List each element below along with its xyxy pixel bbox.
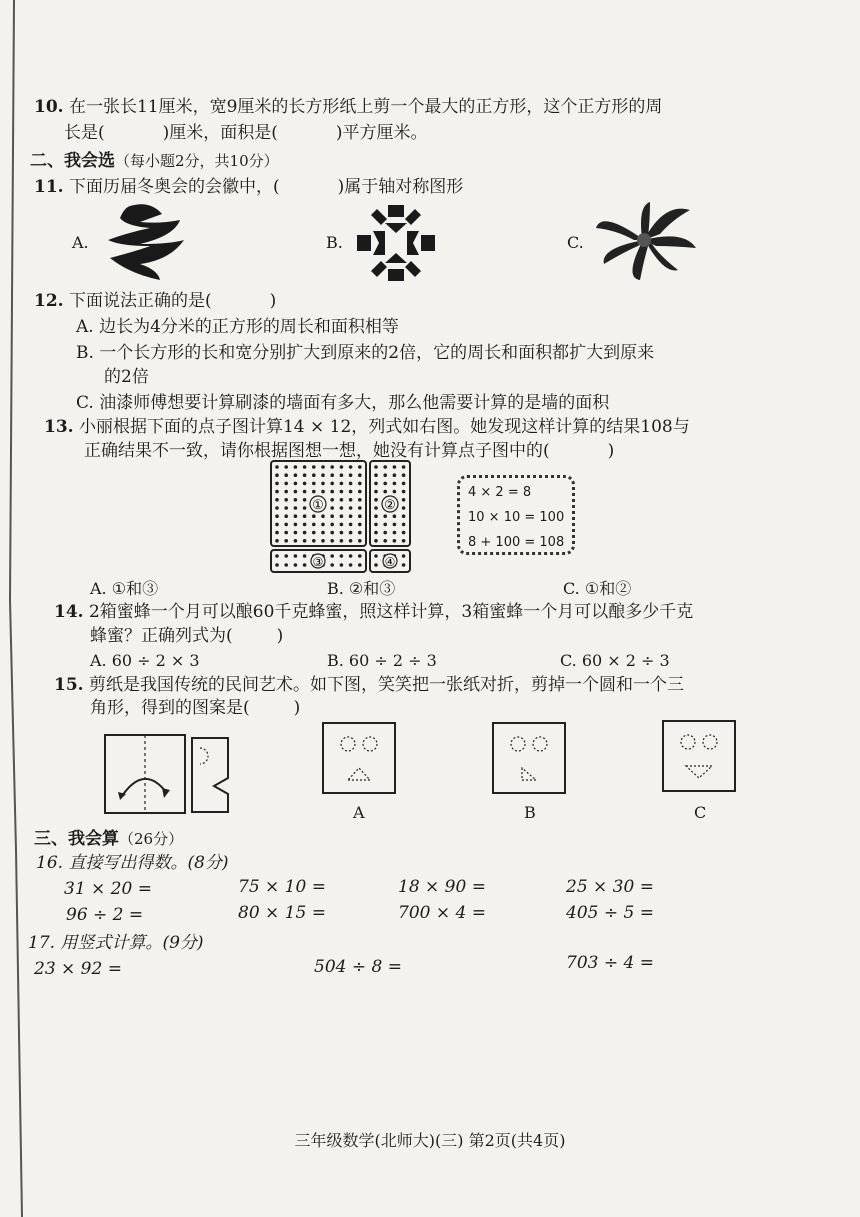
dot — [303, 523, 307, 527]
dot — [294, 465, 298, 469]
dot — [321, 523, 325, 527]
dot — [312, 465, 316, 469]
dot — [303, 531, 307, 535]
dot — [284, 465, 288, 469]
page-footer: 三年级数学(北师大)(三) 第2页(共4页) — [294, 1131, 566, 1150]
dot — [330, 465, 334, 469]
dot — [275, 514, 279, 518]
dot — [349, 482, 353, 486]
q12-option-a: A. 边长为4分米的正方形的周长和面积相等 — [76, 317, 399, 337]
dot — [393, 539, 397, 543]
dot — [383, 539, 387, 543]
dot — [330, 498, 334, 502]
equation-line: 10 × 10 = 100 — [468, 510, 565, 525]
dot — [321, 465, 325, 469]
region-1-label: ① — [312, 498, 324, 513]
dot — [374, 490, 378, 494]
dot — [340, 490, 344, 494]
dot — [330, 531, 334, 535]
dot — [358, 490, 362, 494]
section3-heading: 三、我会算（26分） — [34, 829, 184, 849]
dot — [294, 531, 298, 535]
dot — [321, 539, 325, 543]
paper-fold-figure — [104, 734, 236, 816]
dot — [275, 539, 279, 543]
dot — [402, 473, 406, 477]
dot — [402, 523, 406, 527]
q16-item: 96 ÷ 2 = — [66, 905, 144, 925]
q13-line1: 13. 小丽根据下面的点子图计算14 × 12，列式如右图。她发现这样计算的结果108与 — [44, 417, 690, 437]
dot — [349, 473, 353, 477]
dot — [358, 473, 362, 477]
dot — [374, 506, 378, 510]
dot — [321, 473, 325, 477]
dot — [303, 539, 307, 543]
q16-item: 700 × 4 = — [398, 903, 486, 923]
dot — [358, 523, 362, 527]
dot — [330, 514, 334, 518]
dot — [294, 498, 298, 502]
q16-title: 16. 直接写出得数。(8分) — [36, 853, 229, 873]
dot — [358, 506, 362, 510]
dot — [284, 563, 288, 567]
dot — [383, 482, 387, 486]
dot — [330, 473, 334, 477]
dot — [340, 531, 344, 535]
q16-item: 31 × 20 = — [64, 879, 152, 899]
dot — [294, 554, 298, 558]
q11-text: 11. 下面历届冬奥会的会徽中，( )属于轴对称图形 — [34, 177, 464, 197]
section2-heading: 二、我会选（每小题2分，共10分） — [30, 151, 279, 171]
dot — [374, 531, 378, 535]
dot — [393, 465, 397, 469]
emblem-a-image — [100, 200, 192, 284]
dot — [358, 514, 362, 518]
dot — [275, 523, 279, 527]
dot — [284, 498, 288, 502]
dot — [402, 498, 406, 502]
dot — [321, 482, 325, 486]
dot — [358, 554, 362, 558]
dot — [374, 465, 378, 469]
q17-item: 504 ÷ 8 = — [314, 957, 402, 977]
dot — [340, 563, 344, 567]
dot — [358, 563, 362, 567]
q16-item: 25 × 30 = — [566, 877, 654, 897]
dot — [374, 498, 378, 502]
q14-option-b: B. 60 ÷ 2 ÷ 3 — [327, 651, 437, 670]
dot — [340, 523, 344, 527]
dot — [284, 554, 288, 558]
pattern-b-label: B — [524, 803, 536, 822]
emblem-c-image — [594, 200, 698, 282]
equation-line: 4 × 2 = 8 — [468, 485, 532, 500]
dot — [393, 523, 397, 527]
q12-option-b-line1: B. 一个长方形的长和宽分别扩大到原来的2倍，它的周长和面积都扩大到原来 — [76, 343, 655, 363]
q14-option-a: A. 60 ÷ 2 × 3 — [90, 651, 200, 670]
dot — [330, 482, 334, 486]
dot — [383, 490, 387, 494]
dot — [275, 531, 279, 535]
dot — [374, 514, 378, 518]
dot — [402, 554, 406, 558]
dot — [349, 563, 353, 567]
q12-option-b-line2: 的2倍 — [104, 367, 149, 387]
q14-line2: 蜂蜜？正确列式为( ) — [90, 626, 284, 646]
dot — [330, 554, 334, 558]
dot-array-figure — [270, 460, 412, 576]
q13-option-a: A. ①和③ — [90, 579, 159, 598]
dot — [340, 554, 344, 558]
dot — [393, 482, 397, 486]
q14-option-c: C. 60 × 2 ÷ 3 — [560, 651, 670, 670]
dot — [284, 539, 288, 543]
pattern-c-label: C — [694, 803, 707, 822]
dot — [349, 523, 353, 527]
dot — [358, 498, 362, 502]
dot — [312, 490, 316, 494]
dot — [294, 506, 298, 510]
dot — [303, 514, 307, 518]
dot — [330, 523, 334, 527]
dot — [284, 523, 288, 527]
dot — [340, 482, 344, 486]
dot — [358, 539, 362, 543]
dot — [383, 473, 387, 477]
dot — [358, 465, 362, 469]
dot — [312, 531, 316, 535]
dot — [330, 506, 334, 510]
dot — [393, 490, 397, 494]
dot — [321, 490, 325, 494]
dot — [275, 482, 279, 486]
dot — [294, 539, 298, 543]
dot — [349, 506, 353, 510]
dot — [275, 473, 279, 477]
dot — [374, 539, 378, 543]
dot — [402, 531, 406, 535]
q10-line1 — [34, 96, 662, 118]
q17-title: 17. 用竖式计算。(9分) — [28, 933, 204, 953]
dot — [284, 482, 288, 486]
q15-line2: 角形，得到的图案是( ) — [90, 698, 301, 718]
dot — [374, 473, 378, 477]
q14-line1: 14. 2箱蜜蜂一个月可以酿60千克蜂蜜，照这样计算，3箱蜜蜂一个月可以酿多少千克 — [54, 602, 694, 622]
dot — [374, 554, 378, 558]
q10-text-line1: 在一张长11厘米，宽9厘米的长方形纸上剪一个最大的正方形，这个正方形的周 — [68, 97, 663, 117]
dot — [349, 539, 353, 543]
dot — [402, 482, 406, 486]
q12-option-c: C. 油漆师傅想要计算刷漆的墙面有多大，那么他需要计算的是墙的面积 — [76, 393, 610, 413]
region-4-label: ④ — [384, 555, 396, 569]
dot — [349, 490, 353, 494]
region-2-label: ② — [384, 498, 396, 513]
dot — [340, 465, 344, 469]
dot — [294, 523, 298, 527]
q17-item: 703 ÷ 4 = — [566, 953, 654, 973]
dot — [349, 498, 353, 502]
dot — [275, 506, 279, 510]
dot — [303, 563, 307, 567]
dot — [393, 531, 397, 535]
q11-option-b-label: B. — [326, 233, 343, 252]
dot — [402, 514, 406, 518]
q13-option-b: B. ②和③ — [327, 579, 396, 598]
dot — [275, 465, 279, 469]
dot — [275, 554, 279, 558]
dot — [275, 490, 279, 494]
dot — [340, 506, 344, 510]
pattern-b-figure — [492, 722, 566, 794]
q17-item: 23 × 92 = — [34, 959, 122, 979]
dot — [349, 514, 353, 518]
dot — [312, 514, 316, 518]
dot — [303, 554, 307, 558]
dot — [312, 523, 316, 527]
dot — [303, 473, 307, 477]
q13-line2: 正确结果不一致，请你根据图想一想，她没有计算点子图中的( ) — [84, 441, 615, 461]
dot — [303, 465, 307, 469]
equation-box — [457, 475, 575, 555]
dot — [374, 523, 378, 527]
dot — [294, 563, 298, 567]
dot — [330, 563, 334, 567]
dot — [383, 514, 387, 518]
dot — [330, 539, 334, 543]
dot — [393, 473, 397, 477]
region-3-label: ③ — [312, 555, 324, 569]
q11-option-c-label: C. — [567, 233, 584, 252]
dot — [358, 482, 362, 486]
dot — [275, 498, 279, 502]
dot — [321, 531, 325, 535]
dot — [284, 473, 288, 477]
dot — [340, 473, 344, 477]
q16-item: 75 × 10 = — [238, 877, 326, 897]
q16-item: 80 × 15 = — [238, 903, 326, 923]
dot — [303, 490, 307, 494]
dot — [349, 554, 353, 558]
dot — [402, 506, 406, 510]
q15-line1: 15. 剪纸是我国传统的民间艺术。如下图，笑笑把一张纸对折，剪掉一个圆和一个三 — [54, 675, 684, 695]
q16-item: 405 ÷ 5 = — [566, 903, 654, 923]
dot — [402, 465, 406, 469]
emblem-b-image — [355, 203, 437, 283]
dot — [393, 514, 397, 518]
dot — [312, 482, 316, 486]
dot — [294, 514, 298, 518]
dot — [340, 514, 344, 518]
pattern-c-figure — [662, 720, 736, 792]
dot — [294, 482, 298, 486]
dot — [402, 539, 406, 543]
dot — [294, 473, 298, 477]
dot — [303, 506, 307, 510]
dot — [383, 531, 387, 535]
dot — [358, 531, 362, 535]
dot — [340, 498, 344, 502]
q16-item: 18 × 90 = — [398, 877, 486, 897]
dot — [321, 514, 325, 518]
q13-option-c: C. ①和② — [563, 579, 632, 598]
dot — [312, 473, 316, 477]
dot — [402, 563, 406, 567]
q11-option-a-label: A. — [72, 233, 89, 252]
dot — [374, 482, 378, 486]
dot — [340, 539, 344, 543]
dot — [349, 465, 353, 469]
dot — [284, 506, 288, 510]
dot — [402, 490, 406, 494]
dot — [303, 482, 307, 486]
dot — [275, 563, 279, 567]
q10-number: 10. — [34, 97, 64, 117]
dot — [330, 490, 334, 494]
dot — [349, 531, 353, 535]
dot — [284, 514, 288, 518]
dot — [374, 563, 378, 567]
q12-text: 12. 下面说法正确的是( ) — [34, 291, 277, 311]
dot — [284, 531, 288, 535]
equation-line: 8 + 100 = 108 — [468, 535, 565, 550]
dot — [383, 465, 387, 469]
dot — [303, 498, 307, 502]
pattern-a-label: A — [353, 803, 365, 822]
pattern-a-figure — [322, 722, 396, 794]
q10-line2: 长是( )厘米，面积是( )平方厘米。 — [64, 123, 428, 143]
dot — [294, 490, 298, 494]
page-edge-shadow — [0, 0, 30, 1217]
dot — [284, 490, 288, 494]
dot — [312, 539, 316, 543]
dot — [383, 523, 387, 527]
